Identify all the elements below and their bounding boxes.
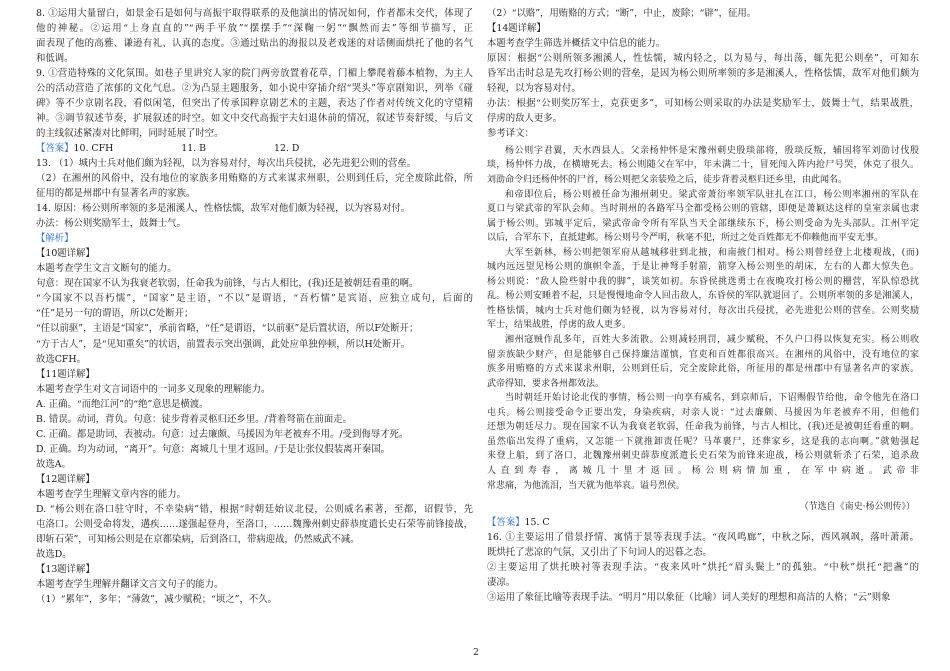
- text-line: 常悲痛，为他流泪，当天就为他举哀。谥号烈侯。: [487, 480, 686, 491]
- paragraph: [36, 66, 473, 141]
- text-line: 武帝得知，要求各州都效法。: [487, 378, 605, 389]
- translation-paragraph: [487, 188, 919, 246]
- paragraph: [36, 412, 473, 427]
- text-line: 故选CFH。: [36, 353, 86, 365]
- text-line: （节选自《南史·杨公则传》）: [799, 501, 915, 512]
- paragraph: [36, 487, 473, 502]
- text-line: 9. ①营造特殊的文化氛围。如巷子里讲究人家的院门两旁放置着花草，门楣上攀爬着藤本植物，为主人: [36, 67, 473, 79]
- answer-item: 12. D: [274, 142, 300, 154]
- text-line: 杨公则字君翼，天水西县人。父亲杨仲怀是宋豫州刺史殷琰部将，殷琰反叛，辅国将军刘劭讨伐殷: [505, 145, 919, 156]
- text-line: ③运用了象征比喻等表现手法。“明月”用以象征（比喻）词人美好的理想和高洁的人格；“云”则象: [487, 592, 891, 604]
- text-line: 乱。杨公则安睡着不起，只是慢慢地命令人回击敌人，东昏侯的军队就退回了。公则所率领的多是湘溪人，: [487, 291, 919, 302]
- text-line: 【13题详解】: [36, 564, 95, 576]
- text-line: 故选D。: [36, 549, 72, 561]
- text-line: 【14题详解】: [487, 22, 546, 34]
- text-line: 即斩石荣”，可知杨公则是在京都染病，后到洛口，带病迎战，仍然威武不减。: [36, 534, 360, 546]
- paragraph: [36, 156, 473, 171]
- text-line: 16. ①主要运用了借景抒情、寓情于景等表现手法。“夜风鸣廊”，中秋之际，西风飒飒，落叶萧萧。: [487, 531, 919, 543]
- text-line: 本题考查学生理解并翻译文言文句子的能力。: [36, 579, 224, 591]
- text-line: C. 正确。都是助词，表被动。句意：过去廉颇、马援因为年老被弃不用。/受到侮辱才死。: [36, 428, 409, 440]
- text-line: “方于古人”，是“见知重矣”的状语，前置表示突出强调，此处应单独停顿，所以H处断开。: [36, 338, 411, 350]
- translation-paragraph: [487, 246, 919, 333]
- text-line: 轻视，以为容易对付。: [487, 82, 581, 94]
- paragraph: [36, 201, 473, 216]
- section-heading: [36, 472, 473, 487]
- text-line: 本题考查学生筛选并概括文中信息的能力。: [487, 37, 666, 49]
- paragraph: [487, 590, 919, 605]
- text-line: 参考译文：: [487, 127, 534, 139]
- answer-item: 10. CFH: [73, 142, 114, 154]
- paragraph: [36, 337, 473, 352]
- text-line: 人直到寿春，离城几十里才返回。杨公则病情加重，在军中病逝。武帝非: [487, 465, 919, 476]
- text-line: （2）在湘州的风俗中，没有地位的家族多用贿赂的方式来谋求州职，公则到任后，完全废除此俗，所: [36, 173, 473, 185]
- paragraph: [487, 126, 919, 141]
- text-line: 【10题详解】: [36, 248, 95, 260]
- text-line: 【11题详解】: [36, 368, 95, 380]
- paragraph: [487, 51, 919, 96]
- translation-paragraph: [487, 391, 919, 493]
- answer-label: 【答案】: [36, 142, 74, 154]
- answer-item: 11. B: [181, 142, 207, 154]
- paragraph: [487, 530, 919, 560]
- text-line: 的主线叙述紧凑对比鲜明，同时延展了时空。: [36, 127, 224, 139]
- text-line: 句意：现在国家不认为我衰老软弱，任命我为前锋，与古人相比，(我)还是被朝廷看重的啊。: [36, 278, 419, 290]
- text-line: 属于杨公则。郢城平定后，梁武帝命令所有军队当天全部继续东下，杨公则受命为先头部队。江州平定: [487, 218, 919, 229]
- text-line: B. 错误。动词，背负。句意：徒步背着灵柩归还乡里。/背着弩箭在前面走。: [36, 413, 353, 425]
- text-line: 本题考查学生对文言词语中的一词多义现象的理解能力。: [36, 383, 271, 395]
- text-line: “任”是另一句的谓语，所以C处断开；: [36, 308, 194, 320]
- translation-paragraph: [487, 333, 919, 391]
- text-line: 本题考查学生文言文断句的能力。: [36, 263, 177, 275]
- text-line: 大军至新林，杨公则把领军府从越城移驻到北掖，和南掖门相对。杨公则曾经登上北楼观战，(而): [505, 247, 919, 258]
- text-line: （2）“以赂”，用贿赂的方式；“断”，中止，废除；“辟”，征用。: [487, 7, 757, 19]
- right-column: [487, 6, 919, 606]
- text-line: （1）“累年”，多年；“薄敛”，减少赋税；“顷之”，不久。: [36, 594, 277, 606]
- text-line: 【解析】: [36, 233, 74, 245]
- analysis-label: [36, 231, 473, 246]
- text-line: 湘州寇贼作乱多年，百姓大多流散。公则减轻刑罚，减少赋税，不久户口得以恢复充实。杨公则收: [505, 335, 919, 346]
- paragraph: [36, 502, 473, 547]
- text-line: 和低调。: [36, 52, 74, 64]
- paragraph: [487, 36, 919, 51]
- text-line: 既烘托了悲凉的气氛，又引出了下句词人的迟暮之态。: [487, 546, 713, 558]
- text-line: 琰，杨仲怀力战，在横塘死去。杨公则随父在军中，年未满二十，冒死闯入阵内抢尸号哭，休克了很久。: [487, 160, 919, 171]
- text-line: 屯洛口。公则受命将发，遘疾……遂强起登舟，至洛口，……魏豫州刺史薛恭度遣长史石荣等前锋接战，: [36, 519, 473, 531]
- text-line: 凄凉。: [487, 577, 516, 589]
- source-note: [487, 500, 919, 515]
- paragraph: [487, 560, 919, 590]
- paragraph: [487, 96, 919, 126]
- paragraph: [36, 397, 473, 412]
- paragraph: [487, 6, 919, 21]
- text-line: 故选A。: [36, 458, 71, 470]
- text-line: 神。③调节叙述节奏，扩展叙述的时空。如文中交代高振宇夫妇退休前的情况，叙述节奏舒缓，与后文: [36, 112, 473, 124]
- text-line: 当时朝廷开始讨论北伐的事情，杨公则一向享有威名，到京师后，下诏赐假节给他，命令他先在洛口: [505, 393, 919, 404]
- text-line: D. 正确。均为动词，“离开”。句意：离城几十里才返回。/于是让张仪假装离开秦国。: [36, 443, 391, 455]
- text-line: 俘虏的敌人更多。: [487, 112, 563, 124]
- text-line: 虽然临出发得了重病，又怎能一下就推卸责任呢？马革裹尸，还葬家乡，这是我的志向啊。”就勉强起: [487, 436, 919, 447]
- text-line: 刘劭命令归还杨仲怀的尸首，杨公则把父亲装殓之后，徒步背着灵柩归还乡里，由此闻名。: [487, 175, 848, 186]
- answer-label: 【答案】: [487, 516, 525, 528]
- paragraph: [36, 442, 473, 457]
- left-column: [36, 6, 473, 608]
- text-line: 城内远远望见杨公则的旗帜伞盖，于是让神弩手射箭，箭穿入杨公则坐的胡床，左右的人都大惊失色。: [487, 262, 919, 273]
- text-line: 性格怯懦，城内士兵对他们颇为轻视，以为容易对付，每次出兵侵扰，必先进犯公则的营垒。公则奖励: [487, 305, 919, 316]
- text-line: 办法：杨公则奖励军士，鼓舞士气。: [36, 218, 187, 230]
- paragraph: [36, 216, 473, 231]
- text-line: 8. ①运用大量留白，如景金石是如何与高振宇取得联系的及他演出的情况如何，作者都未交代，体现了: [36, 7, 473, 19]
- text-line: 本题考查学生理解文章内容的能力。: [36, 489, 187, 500]
- text-line: 征用的都是州郡中有显著名声的家族。: [36, 188, 196, 200]
- answer-block: [487, 515, 919, 530]
- paragraph: [36, 577, 473, 592]
- text-line: 原因：根据“公则所领多湘溪人，性怯懦，城内轻之，以为易与，每出荡，辄先犯公则垒”，可知东: [487, 52, 919, 64]
- text-line: 夏口与梁武帝的军队会师。当时荆州的各路军马全都受杨公则的管辖，即便是萧颖达这样的皇室亲属也隶: [487, 204, 919, 215]
- text-line: 面表现了他的高雅、谦逊有礼、认真的态度。③通过贴出的海报以及老戏迷的对话侧面烘托了他的名气: [36, 37, 473, 49]
- section-heading: [36, 367, 473, 382]
- paragraph: [36, 171, 473, 201]
- text-line: 碑》等不少京剧名段，看似闲笔，但突出了传承国粹京剧艺术的主题，表达了作者对传统文化的守望精: [36, 97, 473, 109]
- paragraph: [36, 427, 473, 442]
- paragraph: [36, 291, 473, 321]
- text-line: D. “杨公则在洛口驻守时，不幸染病”错，根据“时朝廷始议北侵，公则威名素著，至都，诏假节，先: [36, 504, 473, 516]
- text-line: A. 正确。“而绝江河”的“绝”意思是横渡。: [36, 398, 209, 410]
- text-line: 屯兵。杨公则接受命令正要出发，身染疾病，对亲人说：“过去廉颇、马援因为年老被弃不用，但他们: [487, 407, 919, 418]
- text-line: 军士，结果战胜，俘虏的敌人更多。: [487, 320, 632, 331]
- paragraph: [36, 276, 473, 291]
- text-line: 和帝即位后，杨公则被任命为湘州刺史。梁武帝萧衍率领军队驻扎在江口，杨公则率湘州的军队在: [505, 189, 919, 200]
- text-line: 留亲族缺少财产，但是能够自己保持廉洁谨慎，官吏和百姓都很高兴。在湘州的风俗中，没有地位的家: [487, 349, 919, 360]
- text-line: 族多用贿赂的方式来谋求州职，公则到任后，完全废除此俗，所征用的都是州郡中有显著名声的家族。: [487, 364, 919, 375]
- text-line: 他的神秘。②运用“上身直直的”“两手平放”“摆摆手”“深鞠一躬”“飘然而去”等细节描写，正: [36, 22, 473, 34]
- paragraph: [36, 547, 473, 562]
- text-line: 来登上船，到了洛口，北魏豫州刺史薛恭度派遣长史石荣为前锋来迎战，杨公则就斩杀了石荣，追杀敌: [487, 451, 919, 462]
- text-line: 14. 原因：杨公则所率领的多是湘溪人，性格怯懦，敌军对他们颇为轻视，以为容易对付。: [36, 203, 411, 215]
- text-line: 还想为朝廷尽力。现在国家不认为我衰老软弱，任命我为前锋，与古人相比，(我)还是被朝廷看重的啊。: [487, 422, 919, 433]
- paragraph: [36, 457, 473, 472]
- answer-block: [36, 141, 473, 156]
- answer-item: 15. C: [524, 516, 550, 528]
- text-line: 13. （1）城内士兵对他们颇为轻视，以为容易对付，每次出兵侵扰，必先进犯公则的营垒。: [36, 157, 417, 169]
- section-heading: [36, 246, 473, 261]
- text-line: “任以前驱”，主语是“国家”，承前省略，“任”是谓语，“以前驱”是后置状语，所以F处断开；: [36, 323, 419, 335]
- paragraph: [36, 592, 473, 607]
- translation-paragraph: [487, 144, 919, 188]
- section-heading: [487, 21, 919, 36]
- text-line: 公的活动营造了浓郁的文化气息。②为凸显主题服务，如小说中穿插介绍“哭头”等京剧知识，列举《碰: [36, 82, 473, 94]
- paragraph: [36, 261, 473, 276]
- text-line: 杨公则说：“敌人险些射中我的脚”，谈笑如初。东昏侯挑选勇士在夜晚攻打杨公则的栅营，军队惊恐扰: [487, 276, 919, 287]
- paragraph: [36, 382, 473, 397]
- paragraph: [36, 6, 473, 66]
- section-heading: [36, 562, 473, 577]
- text-line: 【12题详解】: [36, 473, 95, 485]
- text-line: “今国家不以吾朽懦”，“国家”是主语，“不以”是谓语，“吾朽懦”是宾语，应独立成句，后面的: [36, 293, 473, 305]
- paragraph: [36, 321, 473, 336]
- text-line: 昏军出击时总是先攻打杨公则的营垒，是因为杨公则所率领的多是湘溪人，性格怯懦，敌军对他们颇为: [487, 67, 919, 79]
- page-number: 2: [473, 648, 479, 658]
- text-line: 办法：根据“公则奖厉军士，克获更多”，可知杨公则采取的办法是奖励军士，鼓舞士气，结果战胜，: [487, 97, 919, 109]
- text-line: 以后，合军东下，直抵建邺。杨公则号令严明，秋毫不犯，所过之处百姓都无不仰赖他而平安无事。: [487, 233, 884, 244]
- text-line: ②主要运用了烘托映衬等表现手法。“夜来风叶”烘托“眉头鬓上”的孤独。“中秋”烘托“把盏”的: [487, 562, 919, 574]
- paragraph: [36, 352, 473, 367]
